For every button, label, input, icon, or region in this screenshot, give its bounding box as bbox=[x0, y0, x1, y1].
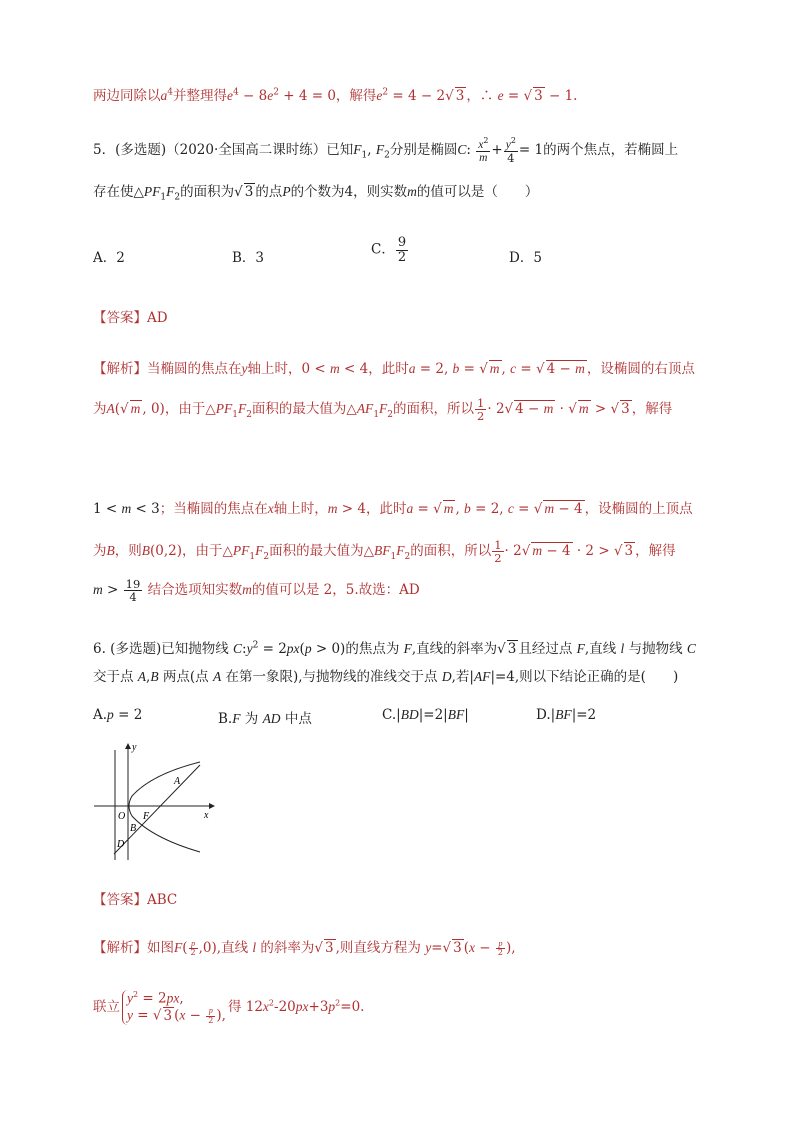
q6-analysis-line1: 【解析】如图F( $\frac{p}{2}$ ,0),直线 l 的斜率为√ 3 ,则直线方程为 y=√ 3 (x − $\frac{p}{2}$ ), bbox=[93, 938, 516, 957]
label-a: A bbox=[174, 776, 181, 787]
label-x: x bbox=[204, 810, 209, 821]
line-l bbox=[114, 765, 200, 854]
q5-line2: 存在使$\triangle PF_1F_2$的面积为√ 3 的点P的个数为4，则实数m的值可以是（ ） bbox=[93, 184, 539, 203]
q5-analysis-line1: 【解析】当椭圆的焦点在y轴上时，0 < m < 4，此时a = 2, b = √ m , c = √ 4 − m ，设椭圆的右顶点 bbox=[93, 361, 695, 377]
q5-analysis-line3: 1 < m < 3；当椭圆的焦点在x轴上时，m > 4，此时a = √ m , b = 2, c = √ m − 4 ，设椭圆的上顶点 bbox=[93, 501, 693, 517]
q6-analysis-line2: 联立$y^2 = 2px$, y = √ 3 (x − $\frac{p}{2}$ ),得 $12x^2-20px+3p^2=0$. bbox=[93, 990, 365, 1025]
label-f: F bbox=[143, 811, 150, 822]
label-o: O bbox=[118, 811, 126, 822]
q5-analysis-line5: m > $\frac{19}{4}$ 结合选项知实数m的值可以是 2，5.故选：AD bbox=[93, 577, 420, 605]
q6-option-b: B.F 为 AD 中点 bbox=[218, 711, 312, 727]
q5-option-c: C． $\frac{9}{2}$ bbox=[371, 235, 407, 265]
q5-option-a: A．2 bbox=[93, 250, 125, 266]
q5-option-d: D．5 bbox=[509, 250, 542, 266]
q5-answer: 【答案】AD bbox=[93, 310, 168, 326]
q5-analysis-line2: 为A(√ m , 0)，由于$\triangle PF_1F_2$面积的最大值为$\triangle AF_1F_2$的面积，所以 $\frac{1}{2}$ · 2√ 4 − m · √ m > √ 3 ，解得 bbox=[93, 396, 673, 424]
top-line: 两边同除以$a^4$并整理得$e^4 - 8e^2 + 4 = 0$，解得$e^2 = 4 - 2√$ 3 ，∴ e = √ 3 − 1. bbox=[93, 87, 578, 104]
q6-option-c: C.|BD|=2|BF| bbox=[382, 707, 469, 723]
label-d: D bbox=[117, 839, 125, 850]
q6-line1: 6. (多选题)已知抛物线 $C:y^2 = 2px(p > 0)$的焦点为 F,直线的斜率为√ 3 且经过点 F,直线 l 与抛物线 C bbox=[93, 640, 696, 657]
label-b: B bbox=[130, 823, 137, 834]
q6-option-d: D.|BF|=2 bbox=[536, 707, 597, 723]
q6-line2: 交于点 A,B 两点(点 A 在第一象限),与抛物线的准线交于点 D,若|AF|=4,则以下结论正确的是( ) bbox=[93, 669, 679, 685]
parabola-figure bbox=[92, 738, 220, 864]
q5-option-b: B．3 bbox=[232, 250, 265, 266]
q6-option-a: A.p = 2 bbox=[93, 707, 143, 723]
q5-analysis-line4: 为B，则B(0,2)，由于$\triangle PF_1F_2$面积的最大值为$\triangle BF_1F_2$的面积，所以 $\frac{1}{2}$ · 2√ m − 4 · 2 > √ 3 ，解得 bbox=[93, 538, 676, 566]
q5-line1: 5．(多选题)（2020·全国高二课时练）已知$F_1$, $F_2$分别是椭圆C: $\frac{x^2}{m}$ + $\frac{y^2}{4}$ = 1的两个焦点，若椭圆上 bbox=[93, 136, 679, 165]
q6-answer: 【答案】ABC bbox=[93, 892, 178, 908]
label-y: y bbox=[132, 742, 137, 753]
